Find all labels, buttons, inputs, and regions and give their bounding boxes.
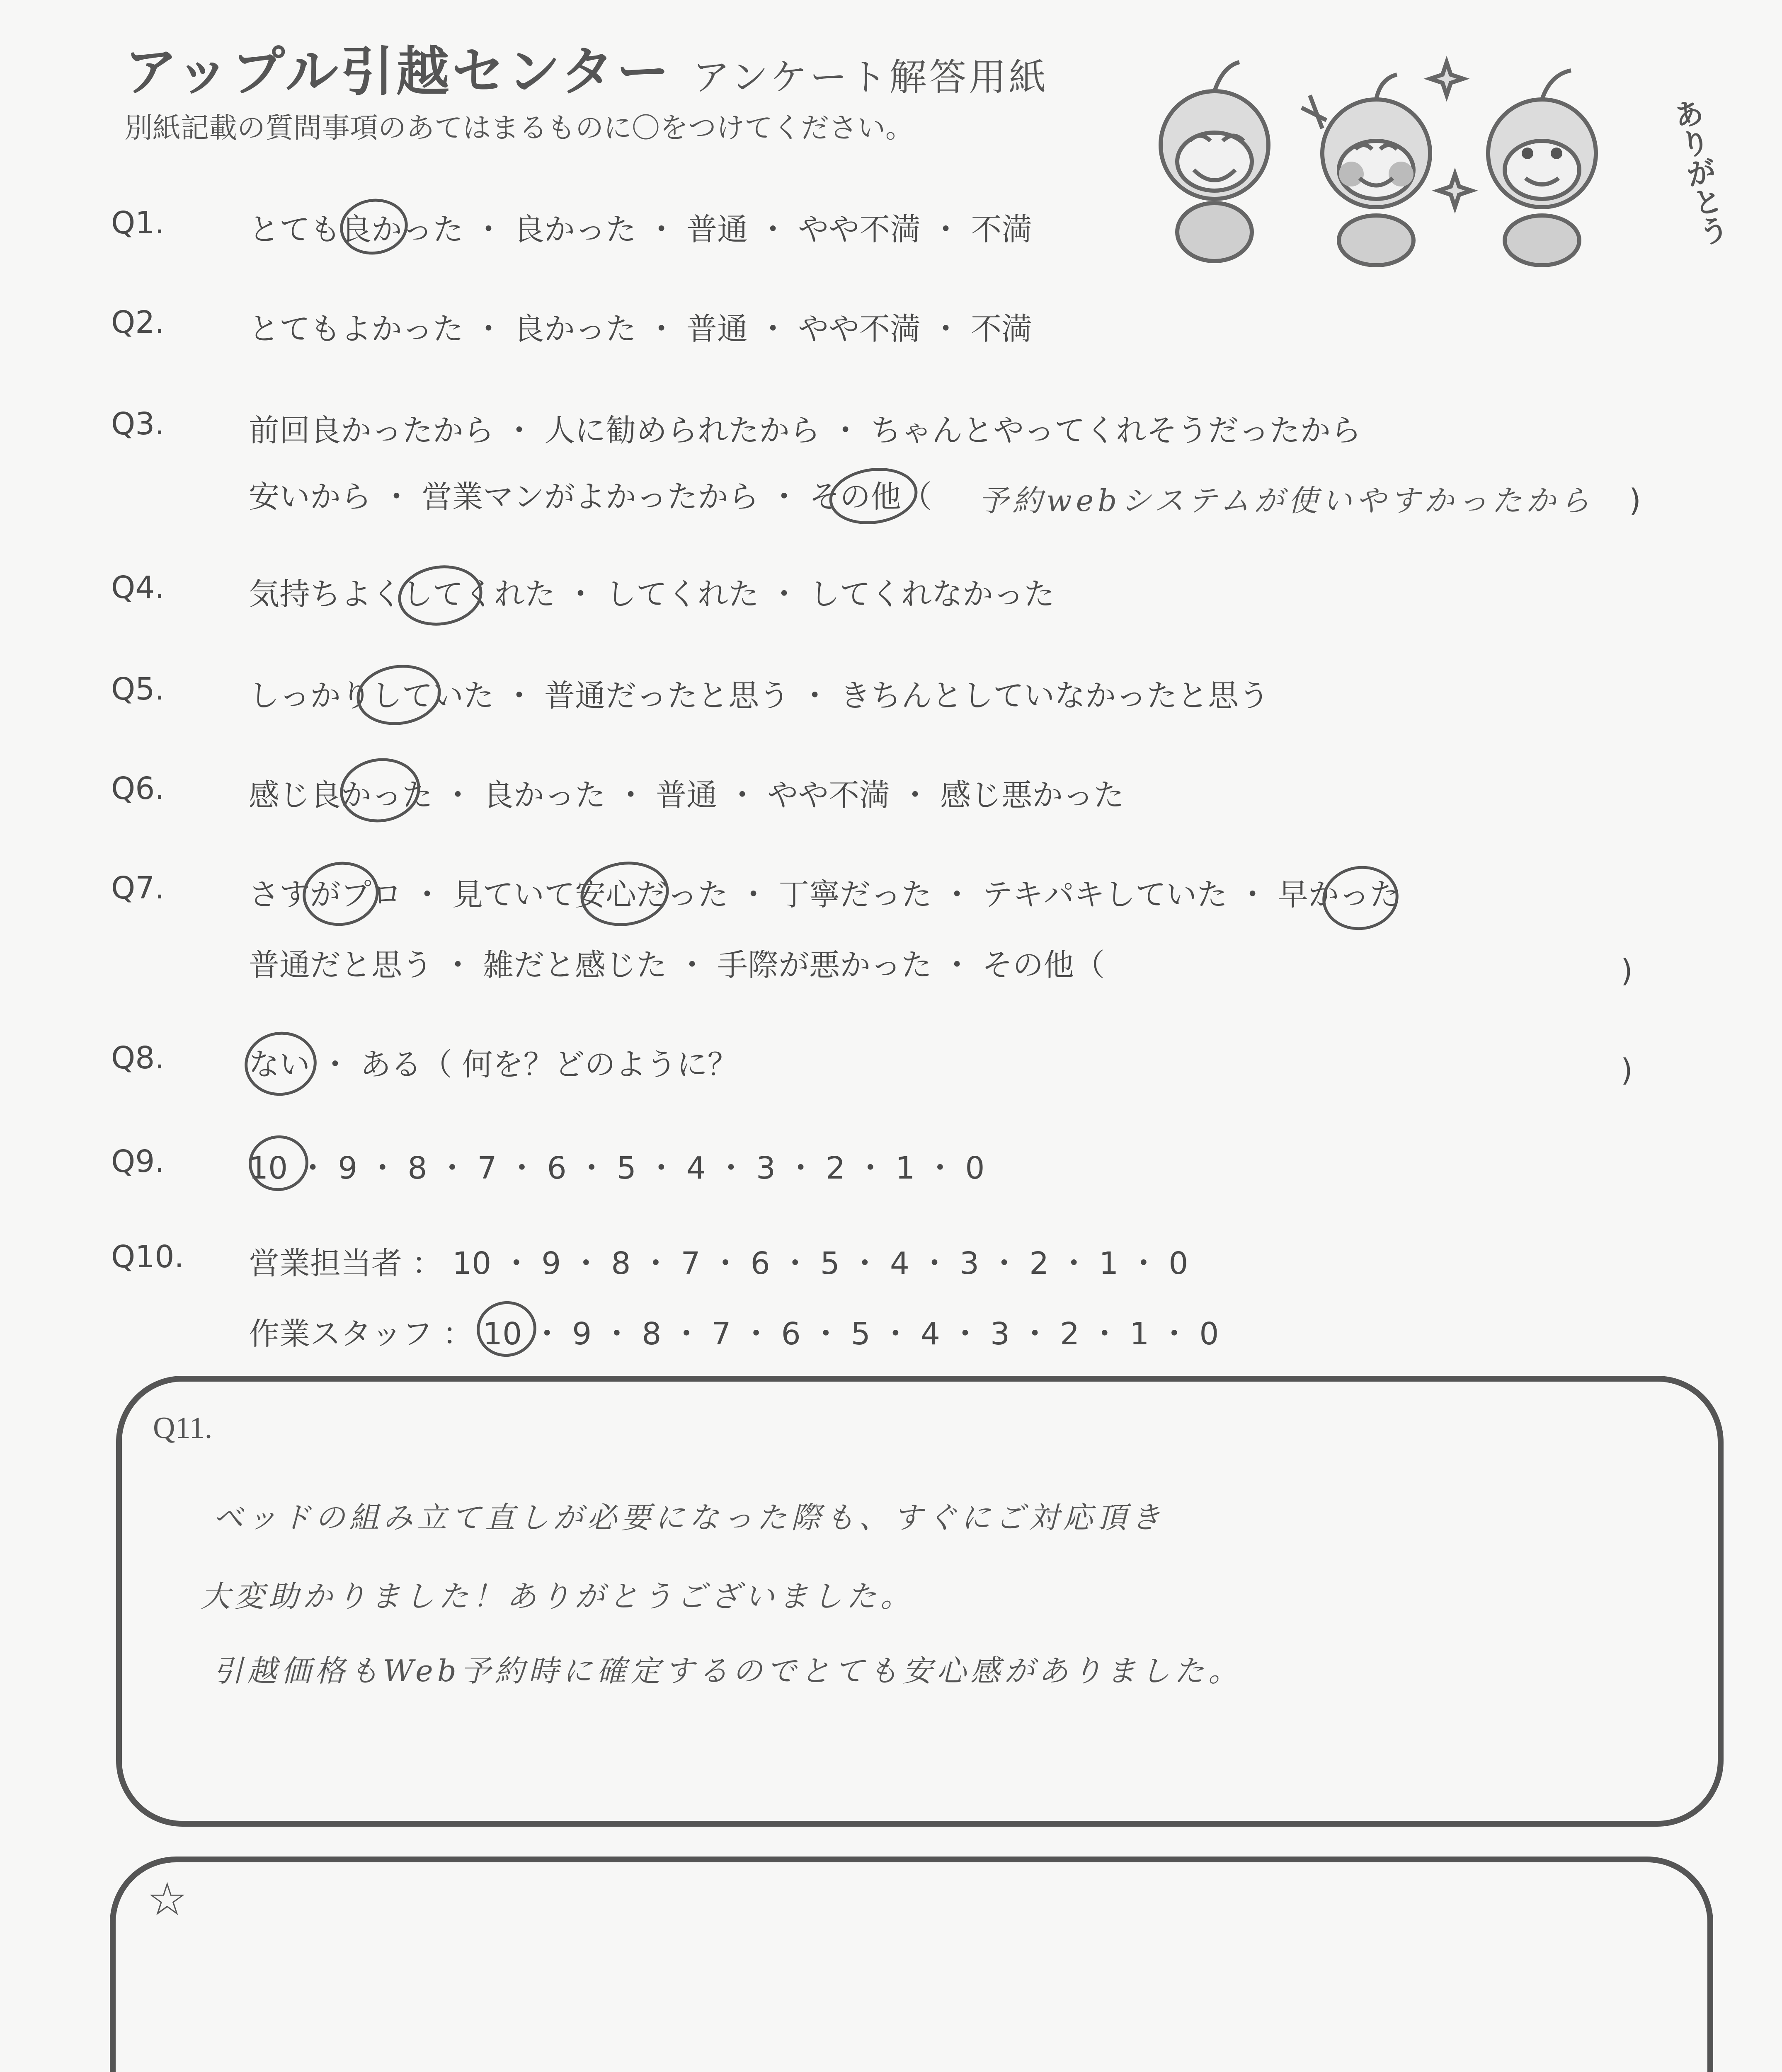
question-options: とてもよかった ・ 良かった ・ 普通 ・ やや不満 ・ 不満: [249, 311, 1033, 347]
question-number: Q1.: [111, 205, 165, 241]
answer-circle: [353, 660, 445, 731]
question-number: Q2.: [111, 305, 165, 340]
question-options: 10 ・ 9 ・ 8 ・ 7 ・ 6 ・ 5 ・ 4 ・ 3 ・ 2 ・ 1 ・ 0: [249, 1150, 985, 1186]
mascot-smiling: [1302, 75, 1430, 265]
question-options: 気持ちよくしてくれた ・ してくれた ・ してくれなかった: [249, 576, 1055, 612]
q11-comment-box: [116, 1376, 1724, 1827]
question-number: Q6.: [111, 771, 165, 806]
company-name: アップル引越センター: [124, 41, 672, 103]
question-options: 作業スタッフ ： 10 ・ 9 ・ 8 ・ 7 ・ 6 ・ 5 ・ 4 ・ 3 ・ 2 ・ 1 ・ 0: [249, 1316, 1219, 1352]
question-options: 普通だと思う ・ 雑だと感じた ・ 手際が悪かった ・ その他（: [249, 947, 1105, 983]
question-options: 前回良かったから ・ 人に勧められたから ・ ちゃんとやってくれそうだったから: [249, 413, 1362, 448]
question-number: Q3.: [111, 406, 165, 442]
question-number: Q9.: [111, 1144, 165, 1179]
question-options: ない ・ ある（ 何を？どのように？: [249, 1047, 738, 1082]
question-number: Q5.: [111, 671, 165, 707]
mascot-bowing: [1488, 70, 1596, 265]
question-options: しっかりしていた ・ 普通だったと思う ・ きちんとしていなかったと思う: [249, 678, 1270, 714]
question-number: Q8.: [111, 1040, 165, 1076]
close-paren: ): [1621, 953, 1633, 989]
survey-header: [124, 29, 1048, 105]
question-number: Q7.: [111, 870, 165, 906]
comment-line: 引越価格もWeb予約時に確定するのでとても安心感がありました。: [213, 1653, 1242, 1688]
answer-circle: [298, 857, 383, 931]
answer-circle: [336, 194, 411, 259]
mascot-illustration: [1144, 50, 1730, 265]
comment-line: 大変助かりました！ありがとうございました。: [201, 1579, 915, 1614]
star-icon: ☆: [147, 1873, 188, 1926]
mascot-laughing: [1161, 62, 1268, 261]
question-options: とても良かった ・ 良かった ・ 普通 ・ やや不満 ・ 不満: [249, 212, 1033, 247]
question-options: 安いから ・ 営業マンがよかったから ・ その他（: [249, 479, 932, 515]
q11-label: Q11.: [153, 1411, 213, 1445]
close-paren: ): [1621, 1053, 1633, 1088]
answer-circle: [240, 1027, 321, 1101]
handwritten-other-answer: 予約webシステムが使いやすかったから: [978, 483, 1594, 518]
form-title: アンケート解答用紙: [692, 56, 1049, 99]
close-paren: ): [1629, 483, 1641, 518]
question-options: さすがプロ ・ 見ていて安心だった ・ 丁寧だった ・ テキパキしていた ・ 早かった: [249, 877, 1401, 913]
question-number: Q10.: [111, 1239, 184, 1275]
question-options: 感じ良かった ・ 良かった ・ 普通 ・ やや不満 ・ 感じ悪かった: [249, 777, 1125, 813]
mascot-speech: ありがとう: [1666, 96, 1730, 249]
answer-circle: [336, 753, 424, 828]
comment-line: ベッドの組み立て直しが必要になった際も、すぐにご対応頂き: [213, 1500, 1165, 1535]
star-comment-box: [110, 1857, 1713, 2072]
answer-circle: [576, 856, 673, 932]
question-number: Q4.: [111, 570, 165, 605]
question-options: 営業担当者 ： 10 ・ 9 ・ 8 ・ 7 ・ 6 ・ 5 ・ 4 ・ 3 ・ 2 ・ 1 ・ 0: [249, 1246, 1188, 1281]
instruction-text: 別紙記載の質問事項のあてはまるものに〇をつけてください。: [124, 112, 914, 145]
